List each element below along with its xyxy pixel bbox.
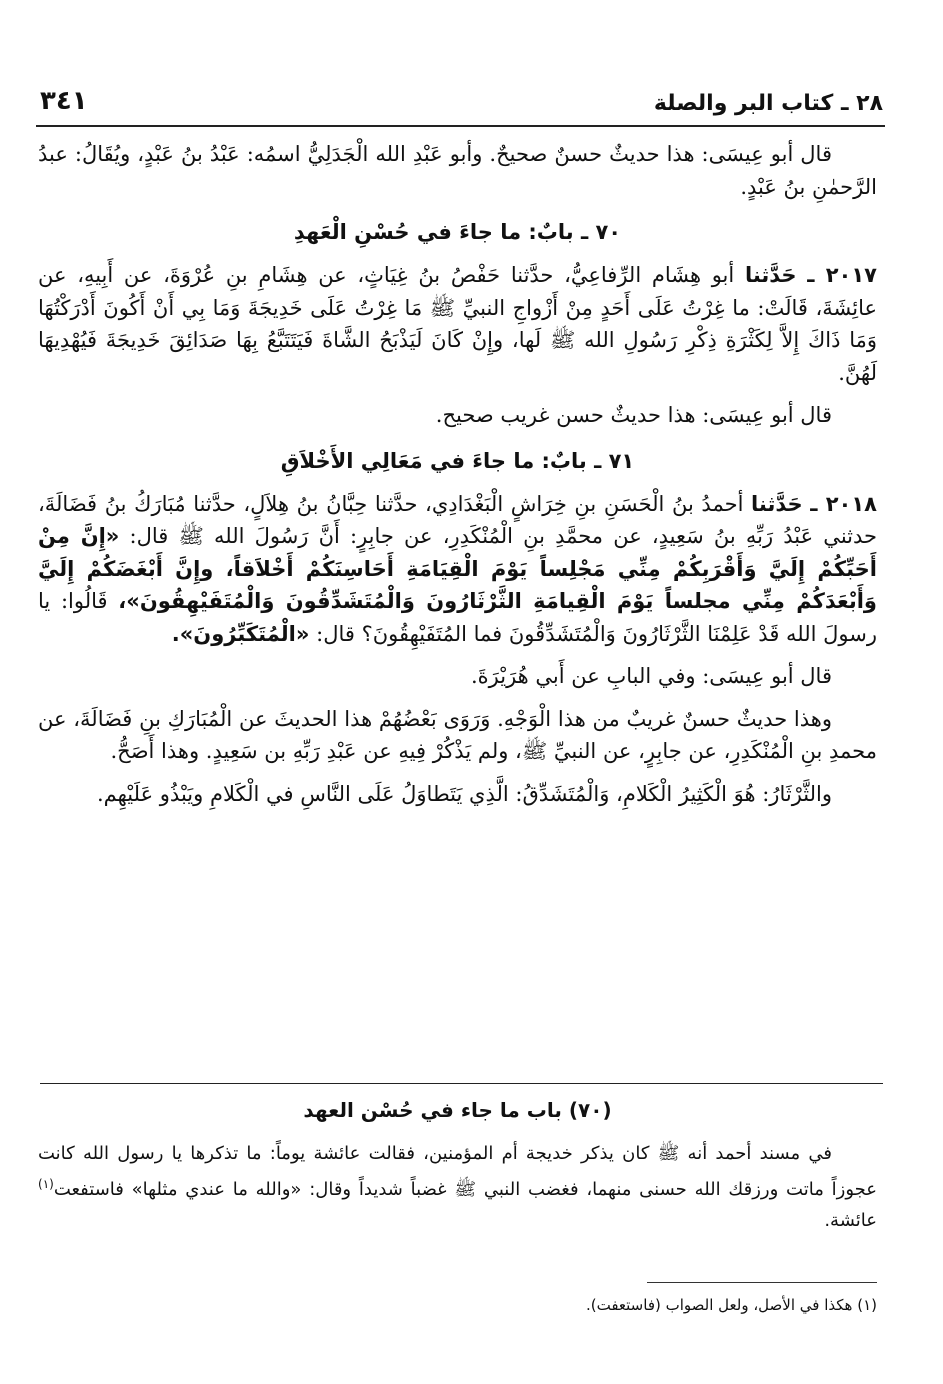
hadith-answer: «الْمُتَكَبِّرُونَ». [171,621,310,646]
commentary-end: عائشة. [824,1210,877,1231]
paragraph-bab: قال أبو عِيسَى: وفي البابِ عن أَبي هُرَيْرَةَ. [470,664,832,688]
commentary-section [38,1095,877,1236]
footnote-marker: (١) [38,1177,54,1191]
paragraph-tharthar: والثَّرْثَارُ: هُوَ الْكَثِيرُ الْكَلامِ، وَالْمُتَشَدِّقُ: الَّذِي يَتَطاوَلُ عَلَى النَّاسِ في الْكَلامِ ويَبْذُو عَلَيْهِم. [96,781,832,806]
hadith-text: أبو هِشَام الرِّفاعِيُّ، حدَّثنا حَفْصُ بنُ غِيَاثٍ، عن هِشَامِ بنِ عُرْوَةَ، عن أَبِيهِ، عن عائِشَةَ، قَالَتْ: ما غِرْتُ عَلَى أَحَدٍ مِنْ أَزْواجِ النبيِّ ﷺ مَا غِرْتُ عَلَى خَدِيجَةَ وَمَا بِي أَنْ أَكُونَ أَدْرَكْتُهَا وَمَا ذَاكَ إِلاَّ لِكَثْرَةِ ذِكْرِ رَسُولِ الله ﷺ لَها، وإِنْ كَانَ لَيَذْبَحُ الشَّاةَ فَيَتَتَبَّعُ بِهَا صَدَائِقَ خَدِيجَةَ فَيُهْدِيهَا لَهُنَّ. [38,263,877,385]
hadith-matn: «إِنَّ مِنْ أَحَبِّكُمْ إِلَيَّ وَأَقْرَبِكُمْ مِنِّي مَجْلِساً يَوْمَ الْقِيَامَةِ أَحَاسِنَكُمْ أَخْلاَقاً، وإِنَّ أَبْغَضَكُمْ إِلَيَّ وَأَبْعَدَكُمْ مِنِّي مجلساً يَوْمَ الْقِيامَةِ الثَّرْثَارُونَ وَالْمُتَشَدِّقُونَ وَالْمُتَفَيْهِقُونَ»، [38,524,877,613]
paragraph-gharib: وهذا حديثٌ حسنٌ غريبٌ من هذا الْوَجْهِ. وَرَوَى بَعْضُهُمْ هذا الحديثَ عن الْمُبَارَكِ بنِ فَضَالَةَ، عن محمدِ بنِ الْمُنْكَدِرِ، عن جابِرٍ، عن النبيِّ ﷺ، ولم يَذْكُرْ فِيهِ عن عَبْدِ رَبِّهِ بن سَعِيدٍ. وهذا أَصَحُّ. [38,706,877,763]
paragraph-grading-2017: قال أبو عِيسَى: هذا حديثٌ حسن غريب صحيح. [435,403,832,427]
footnote-rule [647,1282,877,1283]
chapter-heading-70: ٧٠ ـ بابٌ: ما جاءَ في حُسْنِ الْعَهدِ [293,220,622,244]
commentary-text [38,1138,877,1236]
running-head [40,76,883,116]
hadith-2018 [38,488,877,651]
chapter-running-title: ٢٨ ـ كتاب البر والصلة [653,91,883,116]
hadith-isnad: أحمدُ بنُ الْحَسَنِ بنِ خِرَاشٍ الْبَغْدَادِي، حدَّثنا حِبَّانُ بنُ هِلاَلٍ، حدَّثنا مُبَارَكُ بنُ فَضَالَةَ، حدثني عَبْدُ رَبِّهِ بنُ سَعِيدٍ، عن محمَّدِ بنِ الْمُنْكَدِرِ، عن جابِرٍ: أَنَّ رَسُولَ الله ﷺ قال: [38,491,877,548]
hadith-number: ٢٠١٧ ـ [807,263,878,287]
header-rule [36,125,885,127]
page-number: ٣٤١ [40,86,88,116]
chapter-heading-71: ٧١ ـ بابٌ: ما جاءَ في مَعَالِي الأَخْلاَقِ [280,448,635,473]
isnad-keyword: حَدَّثنا [744,263,797,287]
paragraph-grading-1: قال أبو عِيسَى: هذا حديثٌ حسنٌ صحيحٌ. وأبو عَبْدِ الله الْجَدَلِيُّ اسمُه: عَبْدُ بنُ عَبْدٍ، ويُقَالُ: عبدُ الرَّحمٰنِ بنُ عَبْدٍ. [38,142,877,199]
hadith-question: قَالُوا: يا رسولَ الله قَدْ عَلِمْنَا الثَّرْثَارُونَ وَالْمُتَشَدِّقُونَ فما المُتَفَيْهِقُونَ؟ قال: [38,589,877,646]
main-text [38,138,877,816]
commentary-separator [40,1083,883,1084]
hadith-2017 [38,259,877,389]
isnad-keyword: حَدَّثنا [751,491,803,516]
hadith-number: ٢٠١٨ ـ [810,491,877,516]
commentary-body: في مسند أحمد أنه ﷺ كان يذكر خديجة أم المؤمنين، فقالت عائشة يوماً: ما تذكرها يا رسول الله كانت عجوزاً ماتت ورزقك الله حسنى منهما، فغضب النبي ﷺ غضباً شديداً وقال: «والله ما عندي مثلها» فاستفعت [38,1143,877,1200]
footnote: (١) هكذا في الأصل، ولعل الصواب (فاستعفت). [585,1296,877,1314]
commentary-title: (٧٠) باب ما جاء في حُسْن العهد [303,1098,612,1122]
